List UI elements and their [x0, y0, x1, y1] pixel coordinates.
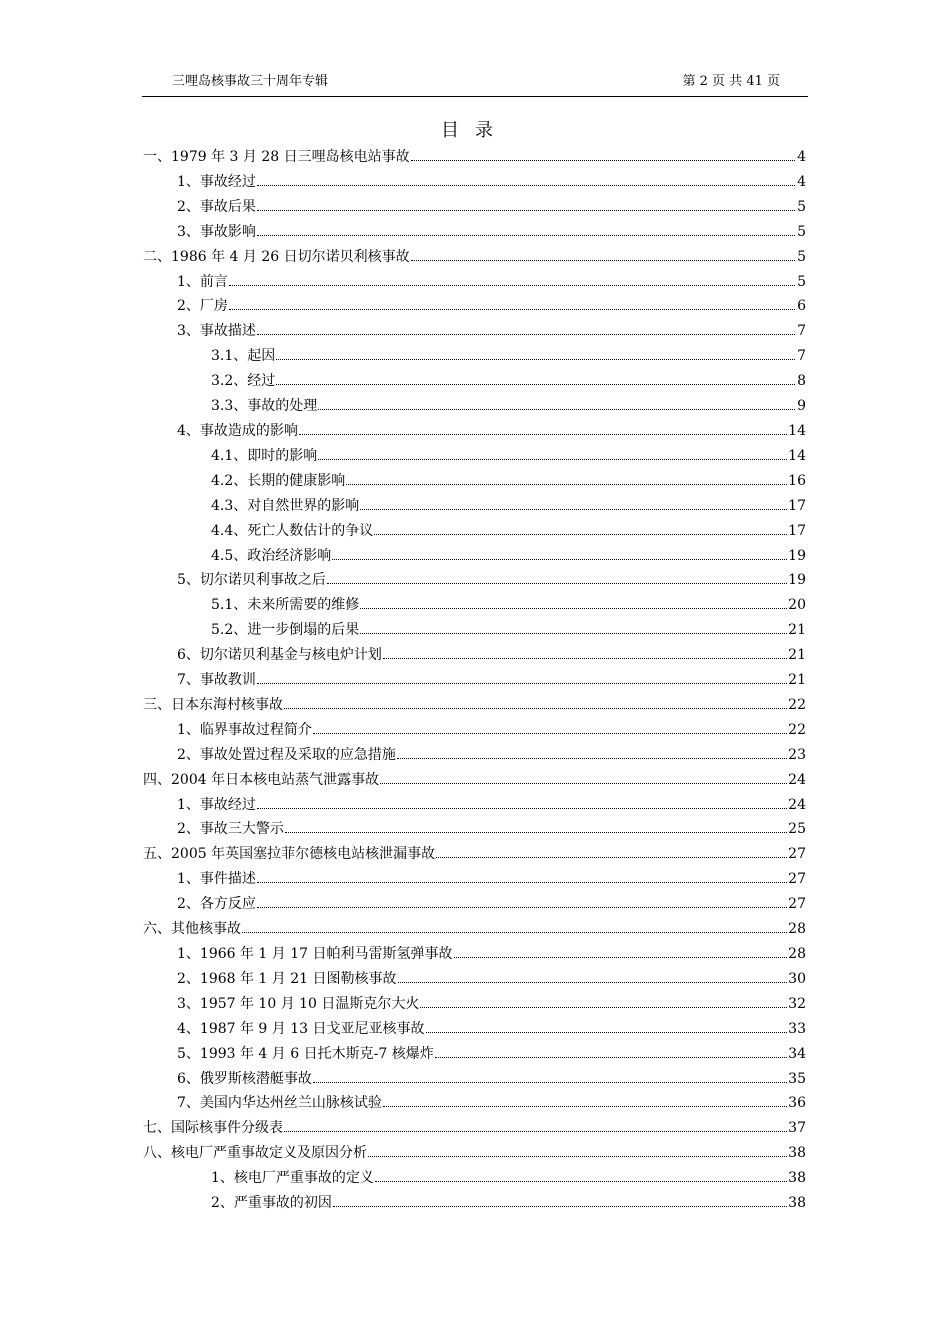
toc-leader-dots [229, 309, 795, 310]
toc-entry-text: 4.1、即时的影响 [211, 447, 318, 464]
toc-entry-text: 一、1979 年 3 月 28 日三哩岛核电站事故 [143, 149, 410, 165]
page-header [172, 70, 780, 92]
toc-leader-dots [257, 683, 787, 684]
table-of-contents [143, 146, 806, 1217]
toc-entry[interactable] [143, 295, 806, 320]
toc-entry[interactable] [143, 694, 806, 719]
toc-entry-link[interactable] [143, 769, 806, 789]
toc-entry-text: 2、严重事故的初因 [211, 1195, 332, 1212]
toc-entry-page: 17 [788, 497, 806, 514]
toc-entry-text: 七、国际核事件分级表 [143, 1120, 283, 1137]
toc-entry-page: 14 [788, 447, 806, 464]
toc-entry-page: 27 [788, 871, 806, 888]
toc-entry-page: 7 [797, 323, 806, 340]
toc-leader-dots [383, 658, 787, 659]
toc-entry-link[interactable] [177, 744, 806, 764]
toc-entry-page: 20 [788, 597, 806, 614]
toc-entry-text: 1、临界事故过程简介 [177, 721, 312, 738]
toc-entry-link[interactable] [211, 370, 806, 390]
toc-entry[interactable] [143, 445, 806, 470]
toc-entry-page: 4 [797, 149, 806, 165]
toc-leader-dots [327, 583, 787, 584]
toc-leader-dots [333, 1206, 787, 1207]
toc-leader-dots [257, 235, 795, 236]
toc-leader-dots [276, 359, 795, 360]
toc-entry[interactable] [143, 1068, 806, 1093]
toc-leader-dots [229, 285, 795, 286]
toc-entry-text: 3、1957 年 10 月 10 日温斯克尔大火 [177, 995, 420, 1012]
toc-entry-page: 25 [788, 821, 806, 838]
toc-leader-dots [454, 957, 788, 958]
toc-entry-page: 27 [788, 846, 806, 863]
toc-entry-link[interactable] [143, 146, 806, 166]
toc-entry[interactable] [143, 370, 806, 395]
toc-leader-dots [318, 459, 787, 460]
toc-entry[interactable] [143, 843, 806, 868]
toc-entry[interactable] [143, 146, 806, 171]
toc-entry-link[interactable] [177, 1043, 806, 1063]
toc-entry-page: 34 [788, 1045, 806, 1062]
toc-entry-link[interactable] [177, 943, 806, 963]
toc-entry-link[interactable] [143, 246, 806, 266]
toc-leader-dots [436, 857, 787, 858]
toc-entry-page: 9 [797, 398, 806, 415]
toc-entry[interactable] [143, 271, 806, 296]
toc-leader-dots [257, 808, 787, 809]
toc-entry-page: 38 [788, 1195, 806, 1212]
toc-entry[interactable] [143, 569, 806, 594]
toc-entry[interactable] [143, 1043, 806, 1068]
toc-entry-page: 5 [797, 248, 806, 265]
toc-entry-text: 1、事件描述 [177, 871, 256, 888]
toc-entry-page: 5 [797, 273, 806, 290]
toc-entry-link[interactable] [177, 196, 806, 216]
toc-leader-dots [285, 832, 787, 833]
toc-entry-link[interactable] [143, 1117, 806, 1137]
toc-entry-link[interactable] [177, 221, 806, 241]
toc-entry-page: 21 [788, 672, 806, 689]
toc-entry-link[interactable] [211, 445, 806, 465]
toc-entry-link[interactable] [177, 818, 806, 838]
toc-entry-text: 六、其他核事故 [143, 921, 241, 938]
toc-entry-text: 2、事故三大警示 [177, 821, 284, 838]
toc-entry[interactable] [143, 818, 806, 843]
toc-leader-dots [398, 982, 788, 983]
toc-entry-text: 4、1987 年 9 月 13 日戈亚尼亚核事故 [177, 1020, 425, 1037]
toc-entry-page: 19 [788, 572, 806, 589]
toc-entry-page: 28 [788, 921, 806, 938]
toc-entry-link[interactable] [177, 1068, 806, 1088]
toc-entry-page: 28 [788, 946, 806, 962]
toc-entry[interactable] [143, 943, 806, 968]
toc-entry[interactable] [143, 619, 806, 644]
toc-entry-page: 21 [788, 647, 806, 664]
toc-entry[interactable] [143, 1192, 806, 1217]
toc-entry-link[interactable] [177, 794, 806, 814]
toc-entry[interactable] [143, 918, 806, 943]
toc-entry-text: 4.5、政治经济影响 [211, 547, 332, 564]
toc-leader-dots [375, 1181, 787, 1182]
toc-entry-page: 35 [788, 1070, 806, 1087]
toc-entry-page: 33 [788, 1020, 806, 1037]
toc-leader-dots [313, 733, 787, 734]
toc-leader-dots [383, 1106, 787, 1107]
toc-entry-text: 7、美国内华达州丝兰山脉核试验 [177, 1095, 382, 1112]
toc-entry-link[interactable] [177, 171, 806, 191]
toc-entry-page: 23 [788, 746, 806, 763]
toc-entry-link[interactable] [177, 993, 806, 1013]
toc-entry[interactable] [143, 769, 806, 794]
toc-leader-dots [299, 434, 787, 435]
toc-entry-text: 1、事故经过 [177, 173, 256, 190]
toc-leader-dots [313, 1082, 787, 1083]
toc-entry-link[interactable] [211, 545, 806, 565]
toc-leader-dots [346, 484, 787, 485]
toc-entry-text: 5、切尔诺贝利事故之后 [177, 572, 326, 589]
toc-entry[interactable] [143, 1142, 806, 1167]
toc-entry-page: 21 [788, 622, 806, 639]
toc-leader-dots [242, 932, 787, 933]
toc-leader-dots [257, 334, 795, 335]
toc-leader-dots [284, 1131, 787, 1132]
header-document-title: 三哩岛核事故三十周年专辑 [172, 74, 329, 89]
toc-entry-page: 32 [788, 995, 806, 1012]
toc-entry-page: 8 [797, 373, 806, 390]
toc-entry-text: 6、切尔诺贝利基金与核电炉计划 [177, 647, 382, 664]
toc-leader-dots [374, 534, 787, 535]
toc-entry[interactable] [143, 794, 806, 819]
toc-entry-text: 2、事故处置过程及采取的应急措施 [177, 746, 396, 763]
toc-leader-dots [360, 509, 787, 510]
toc-entry-page: 24 [788, 796, 806, 813]
toc-entry-page: 5 [797, 198, 806, 215]
header-page-number: 第 2 页 共 41 页 [682, 74, 780, 89]
toc-entry[interactable] [143, 495, 806, 520]
toc-entry[interactable] [143, 545, 806, 570]
toc-entry-text: 1、事故经过 [177, 796, 256, 813]
toc-leader-dots [332, 559, 787, 560]
toc-leader-dots [360, 608, 787, 609]
toc-entry-text: 3.2、经过 [211, 373, 276, 390]
toc-entry[interactable] [143, 1117, 806, 1142]
toc-entry-link[interactable] [177, 271, 806, 291]
toc-leader-dots [318, 409, 795, 410]
toc-entry-text: 2、各方反应 [177, 896, 256, 913]
toc-entry[interactable] [143, 171, 806, 196]
toc-entry-page: 17 [788, 522, 806, 539]
toc-entry-text: 3、事故描述 [177, 323, 256, 340]
toc-entry[interactable] [143, 246, 806, 271]
toc-entry-text: 7、事故教训 [177, 672, 256, 689]
toc-entry-page: 24 [788, 771, 806, 788]
toc-entry-link[interactable] [177, 868, 806, 888]
toc-entry-page: 5 [797, 223, 806, 240]
toc-entry-text: 2、1968 年 1 月 21 日图勒核事故 [177, 970, 397, 987]
toc-entry[interactable] [143, 968, 806, 993]
toc-leader-dots [257, 907, 787, 908]
toc-entry-link[interactable] [177, 669, 806, 689]
toc-entry-text: 4.4、死亡人数估计的争议 [211, 522, 374, 539]
toc-entry-link[interactable] [143, 694, 806, 714]
toc-entry-text: 5.1、未来所需要的维修 [211, 597, 360, 614]
toc-entry[interactable] [143, 669, 806, 694]
toc-entry[interactable] [143, 893, 806, 918]
toc-entry-text: 3.3、事故的处理 [211, 398, 318, 415]
toc-entry[interactable] [143, 993, 806, 1018]
toc-leader-dots [426, 1032, 788, 1033]
toc-entry[interactable] [143, 320, 806, 345]
header-rule [142, 96, 808, 97]
toc-entry-link[interactable] [211, 345, 806, 365]
toc-entry-link[interactable] [211, 495, 806, 515]
toc-entry-text: 1、核电厂严重事故的定义 [211, 1170, 374, 1187]
toc-entry-page: 30 [788, 970, 806, 987]
toc-leader-dots [397, 758, 787, 759]
toc-entry-text: 五、2005 年英国塞拉菲尔德核电站核泄漏事故 [143, 846, 436, 863]
toc-entry[interactable] [143, 520, 806, 545]
toc-entry-link[interactable] [143, 1142, 806, 1162]
toc-entry[interactable] [143, 1167, 806, 1192]
toc-entry-page: 4 [797, 173, 806, 190]
toc-entry-text: 1、1966 年 1 月 17 日帕利马雷斯氢弹事故 [177, 946, 453, 962]
toc-entry-page: 6 [797, 298, 806, 315]
toc-title: 目录 [441, 120, 509, 141]
toc-entry-text: 八、核电厂严重事故定义及原因分析 [143, 1145, 367, 1162]
toc-leader-dots [257, 210, 795, 211]
toc-entry-text: 2、事故后果 [177, 198, 256, 215]
toc-entry[interactable] [143, 345, 806, 370]
toc-entry[interactable] [143, 1092, 806, 1117]
toc-entry-link[interactable] [143, 918, 806, 938]
toc-entry-page: 22 [788, 721, 806, 738]
toc-entry-page: 37 [788, 1120, 806, 1137]
toc-leader-dots [257, 185, 795, 186]
toc-entry[interactable] [143, 470, 806, 495]
toc-entry-text: 3.1、起因 [211, 348, 276, 365]
toc-entry-page: 19 [788, 547, 806, 564]
toc-leader-dots [411, 260, 795, 261]
toc-entry-text: 5、1993 年 4 月 6 日托木斯克-7 核爆炸 [177, 1045, 434, 1062]
toc-entry-link[interactable] [177, 719, 806, 739]
toc-entry-link[interactable] [177, 644, 806, 664]
toc-entry[interactable] [143, 1018, 806, 1043]
toc-entry-link[interactable] [177, 893, 806, 913]
toc-leader-dots [411, 160, 795, 161]
toc-entry[interactable] [143, 744, 806, 769]
toc-entry-page: 16 [788, 472, 806, 489]
toc-entry-link[interactable] [177, 569, 806, 589]
toc-leader-dots [284, 708, 787, 709]
toc-entry-page: 38 [788, 1145, 806, 1162]
toc-entry[interactable] [143, 719, 806, 744]
toc-entry[interactable] [143, 196, 806, 221]
toc-entry[interactable] [143, 420, 806, 445]
toc-entry-page: 22 [788, 696, 806, 713]
toc-entry[interactable] [143, 868, 806, 893]
toc-entry-page: 14 [788, 422, 806, 439]
toc-entry-text: 4.2、长期的健康影响 [211, 472, 346, 489]
toc-entry-text: 3、事故影响 [177, 223, 256, 240]
toc-entry-text: 2、厂房 [177, 298, 228, 315]
toc-entry-text: 4、事故造成的影响 [177, 422, 298, 439]
toc-leader-dots [360, 633, 787, 634]
toc-entry-link[interactable] [177, 420, 806, 440]
toc-leader-dots [276, 384, 795, 385]
toc-entry-link[interactable] [211, 470, 806, 490]
toc-entry-link[interactable] [177, 320, 806, 340]
toc-entry-text: 三、日本东海村核事故 [143, 696, 283, 713]
toc-entry-page: 27 [788, 896, 806, 913]
toc-entry-link[interactable] [211, 619, 806, 639]
toc-entry-link[interactable] [211, 520, 806, 540]
toc-entry-link[interactable] [177, 1092, 806, 1112]
toc-entry[interactable] [143, 594, 806, 619]
toc-entry-text: 4.3、对自然世界的影响 [211, 497, 360, 514]
toc-entry-text: 1、前言 [177, 273, 228, 290]
toc-entry-page: 36 [788, 1095, 806, 1112]
toc-entry-link[interactable] [177, 968, 806, 988]
toc-entry-link[interactable] [143, 843, 806, 863]
toc-entry-page: 7 [797, 348, 806, 365]
toc-entry-text: 5.2、进一步倒塌的后果 [211, 622, 360, 639]
toc-entry-text: 四、2004 年日本核电站蒸气泄露事故 [143, 771, 380, 788]
toc-leader-dots [380, 783, 787, 784]
toc-leader-dots [435, 1057, 787, 1058]
toc-entry[interactable] [143, 644, 806, 669]
toc-leader-dots [257, 882, 787, 883]
toc-entry-link[interactable] [211, 594, 806, 614]
toc-entry-text: 6、俄罗斯核潜艇事故 [177, 1070, 312, 1087]
toc-leader-dots [420, 1007, 787, 1008]
toc-entry-link[interactable] [177, 1018, 806, 1038]
toc-entry[interactable] [143, 221, 806, 246]
toc-entry[interactable] [143, 395, 806, 420]
toc-entry-link[interactable] [211, 1192, 806, 1212]
toc-leader-dots [368, 1156, 787, 1157]
toc-entry-link[interactable] [177, 295, 806, 315]
toc-entry-link[interactable] [211, 395, 806, 415]
toc-entry-link[interactable] [211, 1167, 806, 1187]
toc-entry-page: 38 [788, 1170, 806, 1187]
toc-entry-text: 二、1986 年 4 月 26 日切尔诺贝利核事故 [143, 248, 410, 265]
